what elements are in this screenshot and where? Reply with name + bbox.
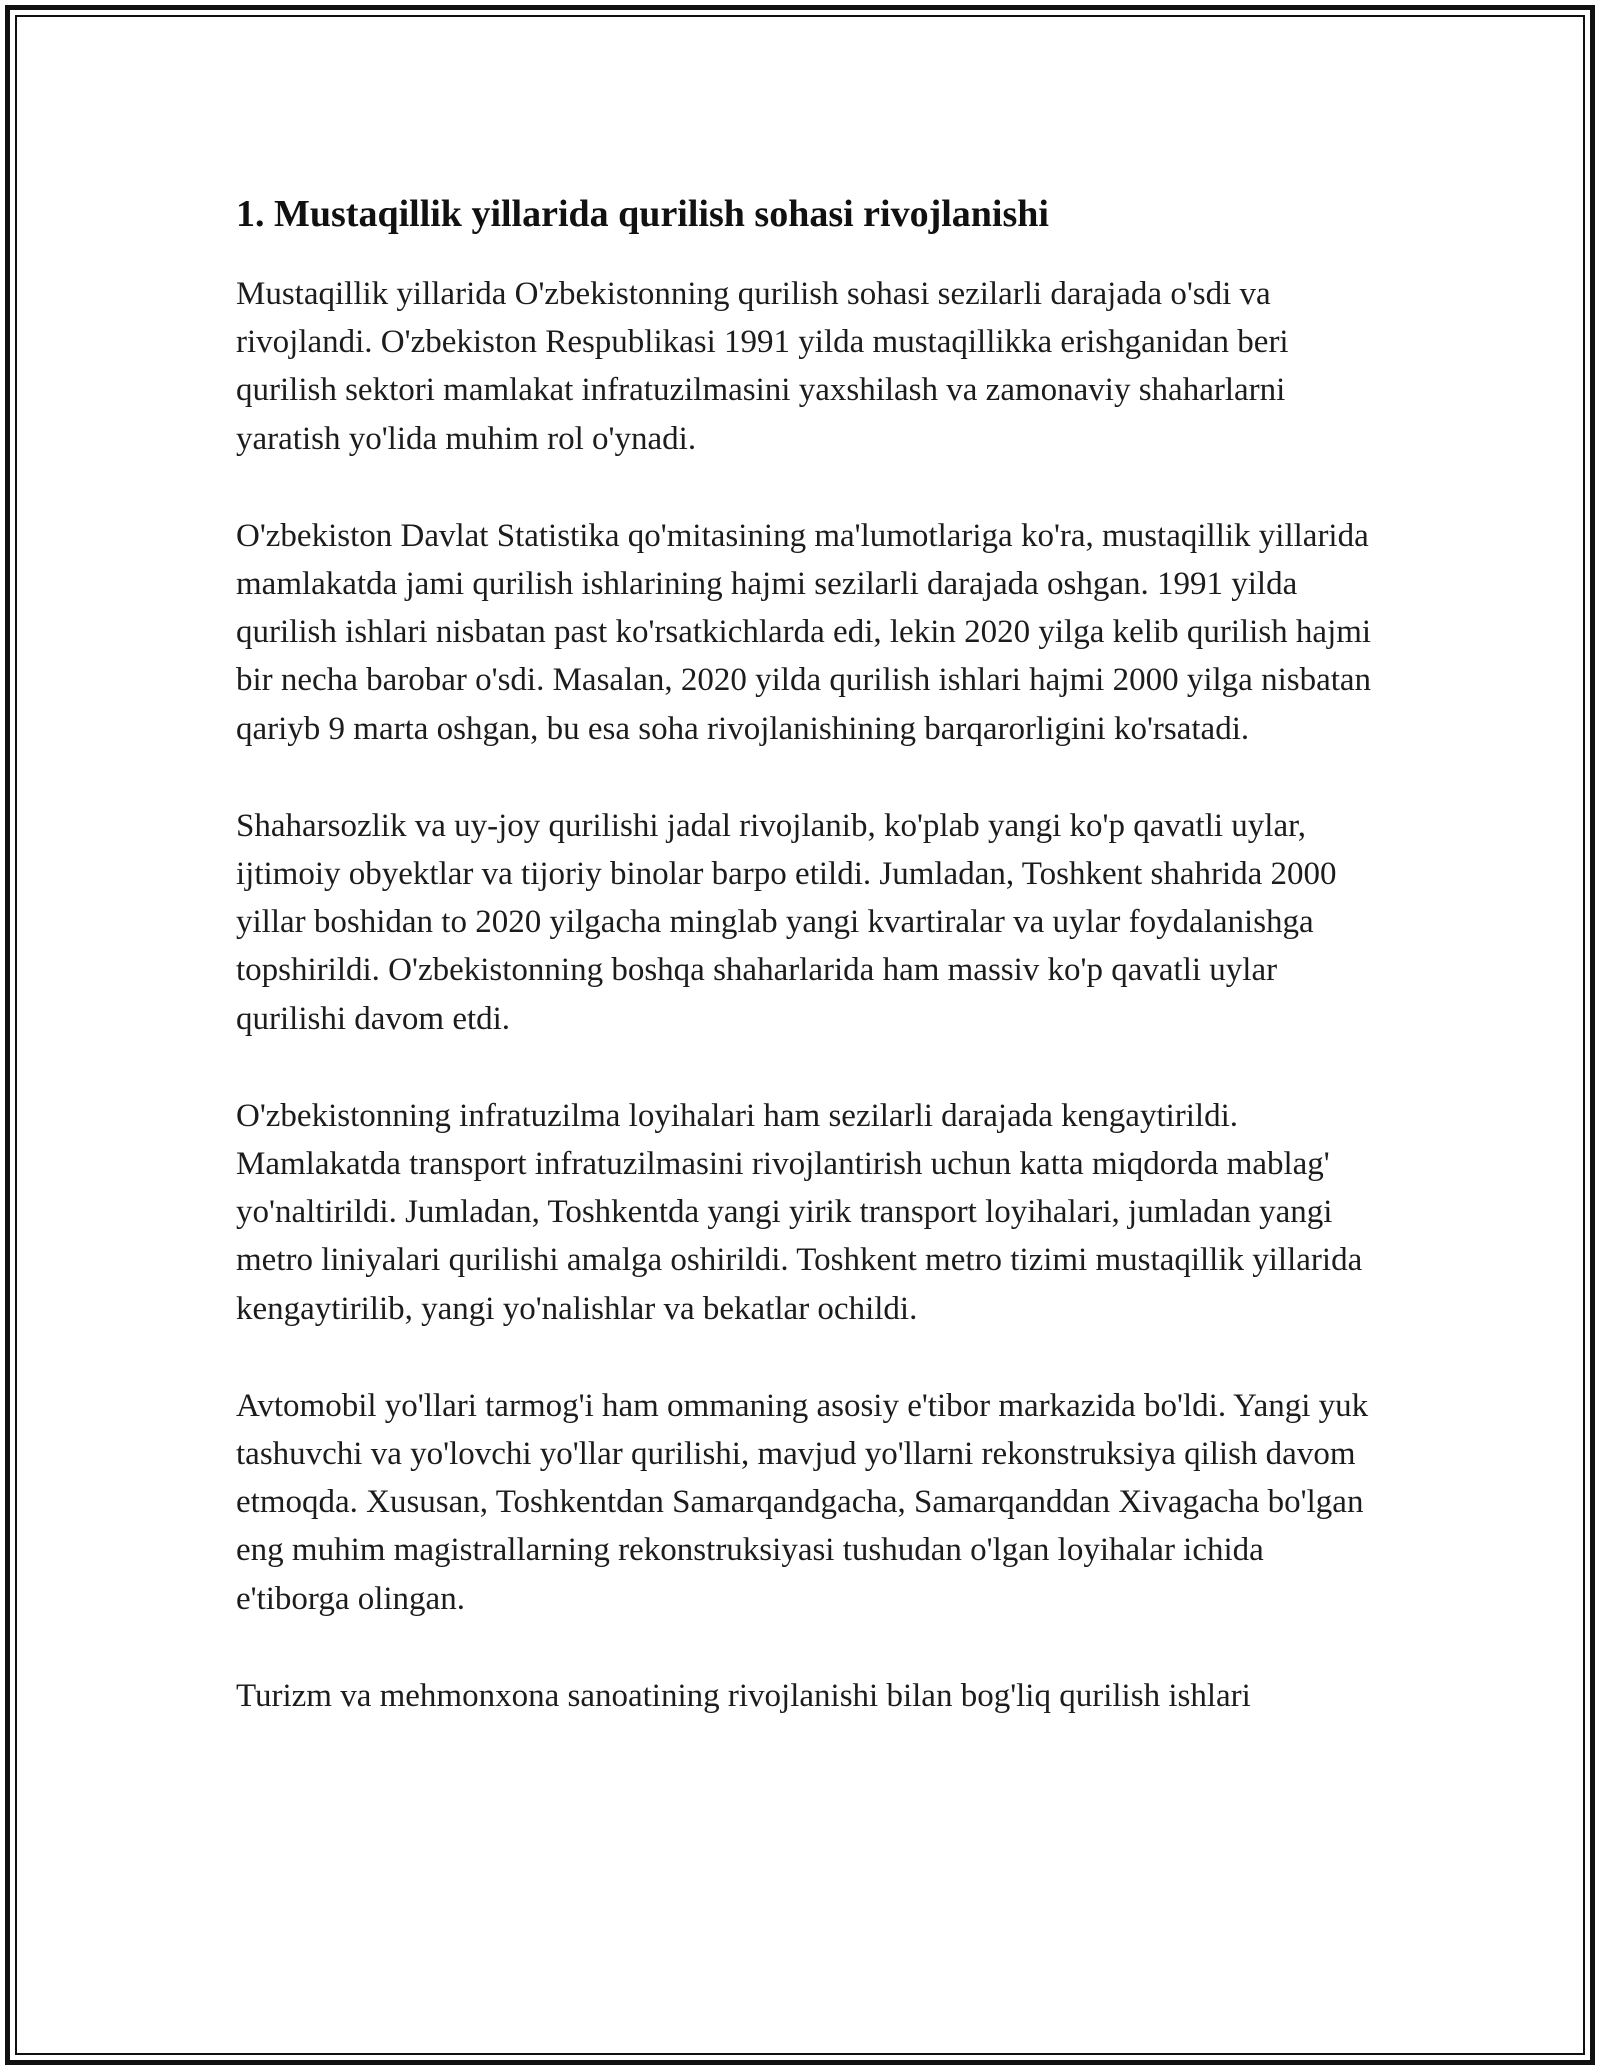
paragraph-infrastructure: O'zbekistonning infratuzilma loyihalari ham sezilarli darajada kengaytirildi. Mamlakatda transport infratuzilmasini rivojlantirish uchun katta miqdorda mablag' yo'naltirildi. Jumladan, Toshkentda yangi yirik transport loyihalari, jumladan yangi metro liniyalari qurilishi amalga oshirildi. Toshkent metro tizimi mustaqillik yillarida kengaytirilib, yangi yo'nalishlar va bekatlar ochildi. [236,1097,1363,1327]
paragraph-independence-growth: Mustaqillik yillarida O'zbekistonning qurilish sohasi sezilarli darajada o'sdi va rivojlandi. O'zbekiston Respublikasi 1991 yilda mustaqillikka erishganidan beri qurilish sektori mamlakat infratuzilmasini yaxshilash va zamonaviy shaharlarni yaratish yo'lida muhim rol o'ynadi. [236,276,1289,457]
document-body [236,188,1376,1769]
paragraph-statistics: O'zbekiston Davlat Statistika qo'mitasining ma'lumotlariga ko'ra, mustaqillik yillarida mamlakatda jami qurilish ishlarining hajmi sezilarli darajada oshgan. 1991 yilda qurilish ishlari nisbatan past ko'rsatkichlarda edi, lekin 2020 yilga kelib qurilish hajmi bir necha barobar o'sdi. Masalan, 2020 yilda qurilish ishlari hajmi 2000 yilga nisbatan qariyb 9 marta oshgan, bu esa soha rivojlanishining barqarorligini ko'rsatadi. [236,517,1372,747]
paragraph-tourism: Turizm va mehmonxona sanoatining rivojlanishi bilan bog'liq qurilish ishlari [236,1677,1251,1714]
paragraph-housing: Shaharsozlik va uy-joy qurilishi jadal rivojlanib, ko'plab yangi ko'p qavatli uylar, ijtimoiy obyektlar va tijoriy binolar barpo etildi. Jumladan, Toshkent shahrida 2000 yillar boshidan to 2020 yilgacha minglab yangi kvartiralar va uylar foydalanishga topshirildi. O'zbekistonning boshqa shaharlarida ham massiv ko'p qavatli uylar qurilishi davom etdi. [236,807,1337,1037]
paragraph-roads: Avtomobil yo'llari tarmog'i ham ommaning asosiy e'tibor markazida bo'ldi. Yangi yuk tashuvchi va yo'lovchi yo'llar qurilishi, mavjud yo'llarni rekonstruksiya qilish davom etmoqda. Xususan, Toshkentdan Samarqandgacha, Samarqanddan Xivagacha bo'lgan eng muhim magistrallarning rekonstruksiyasi tushudan o'lgan loyihalar ichida e'tiborga olingan. [236,1387,1369,1617]
section-heading: 1. Mustaqillik yillarida qurilish sohasi rivojlanishi [236,193,1049,235]
